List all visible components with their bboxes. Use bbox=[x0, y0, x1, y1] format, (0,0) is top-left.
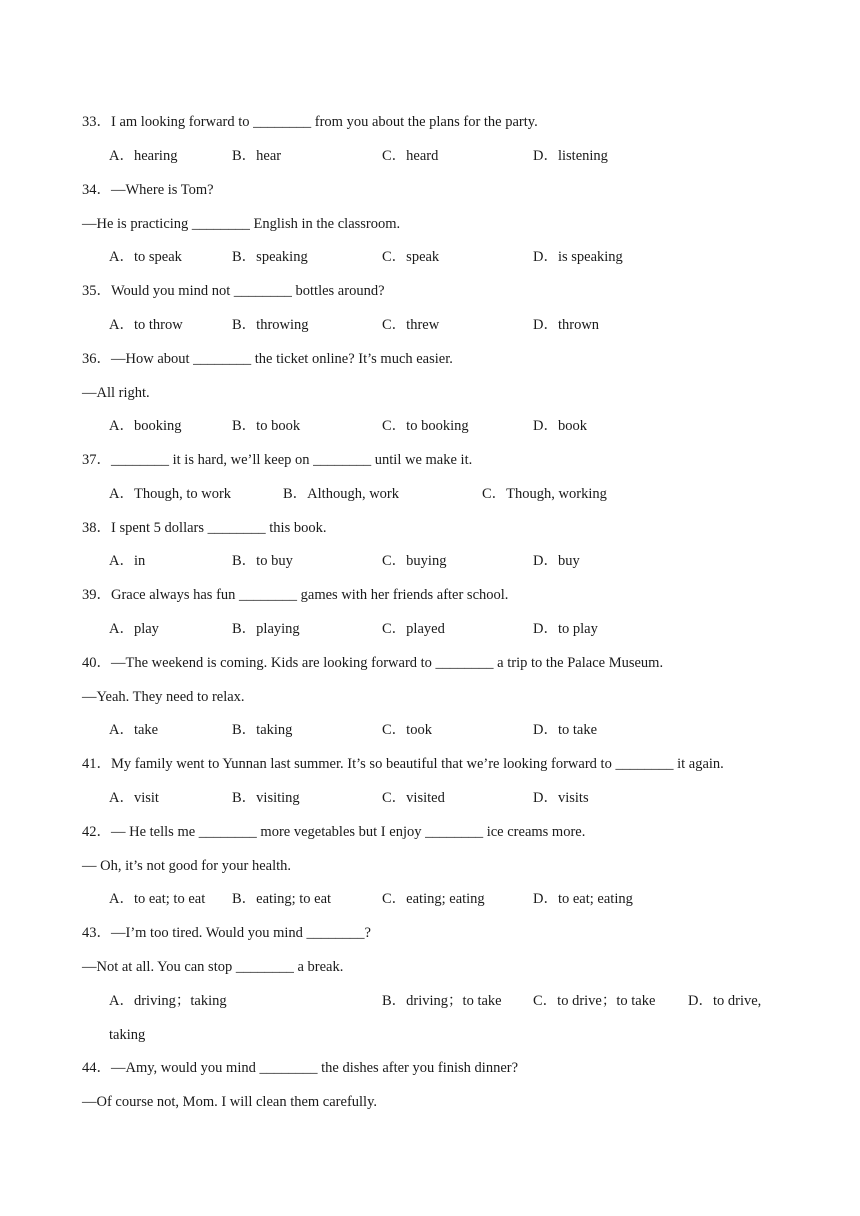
option-b: B．driving；to take bbox=[382, 993, 502, 1009]
option-b: B．taking bbox=[232, 722, 293, 738]
option-b: B．playing bbox=[232, 621, 300, 637]
question-34-reply: —He is practicing ________ English in the classroom. bbox=[82, 216, 401, 232]
option-a: A．hearing bbox=[109, 148, 178, 164]
question-34: 34．—Where is Tom? bbox=[82, 182, 214, 198]
question-43: 43．—I’m too tired. Would you mind ________? bbox=[82, 925, 371, 941]
question-33: 33．I am looking forward to ________ from you about the plans for the party. bbox=[82, 114, 538, 130]
option-a: A．to throw bbox=[109, 317, 183, 333]
option-a: A．to eat; to eat bbox=[109, 891, 206, 907]
question-38: 38．I spent 5 dollars ________ this book. bbox=[82, 520, 327, 536]
question-40-reply: —Yeah. They need to relax. bbox=[82, 689, 245, 705]
question-43-reply: —Not at all. You can stop ________ a break. bbox=[82, 959, 344, 975]
question-37: 37．________ it is hard, we’ll keep on ________ until we make it. bbox=[82, 452, 473, 468]
option-b: B．visiting bbox=[232, 790, 300, 806]
option-a: A．booking bbox=[109, 418, 182, 434]
option-c: C．eating; eating bbox=[382, 891, 485, 907]
option-a: A．in bbox=[109, 553, 146, 569]
option-d: D．visits bbox=[533, 790, 589, 806]
option-d: D．buy bbox=[533, 553, 580, 569]
question-35: 35．Would you mind not ________ bottles around? bbox=[82, 283, 385, 299]
question-39: 39．Grace always has fun ________ games with her friends after school. bbox=[82, 587, 509, 603]
question-36-reply: —All right. bbox=[82, 385, 150, 401]
option-d: D．book bbox=[533, 418, 587, 434]
option-a: A．visit bbox=[109, 790, 159, 806]
option-b: B．throwing bbox=[232, 317, 309, 333]
option-c: C．threw bbox=[382, 317, 440, 333]
option-c: C．to booking bbox=[382, 418, 469, 434]
option-d: D．to play bbox=[533, 621, 598, 637]
option-a: A．to speak bbox=[109, 249, 182, 265]
option-c: C．visited bbox=[382, 790, 445, 806]
option-b: B．eating; to eat bbox=[232, 891, 332, 907]
option-a: A．take bbox=[109, 722, 159, 738]
option-c: C．buying bbox=[382, 553, 447, 569]
question-44-reply: —Of course not, Mom. I will clean them carefully. bbox=[82, 1094, 378, 1110]
option-c: C．took bbox=[382, 722, 432, 738]
question-44: 44．—Amy, would you mind ________ the dishes after you finish dinner? bbox=[82, 1060, 519, 1076]
option-d: D．to take bbox=[533, 722, 598, 738]
option-b: B．hear bbox=[232, 148, 282, 164]
option-a: A．Though, to work bbox=[109, 486, 232, 502]
option-a: A．play bbox=[109, 621, 159, 637]
option-b: B．to buy bbox=[232, 553, 293, 569]
option-c: C．played bbox=[382, 621, 445, 637]
question-42-reply: — Oh, it’s not good for your health. bbox=[82, 858, 292, 874]
option-c: C．speak bbox=[382, 249, 440, 265]
option-d: D．listening bbox=[533, 148, 608, 164]
option-c: C．heard bbox=[382, 148, 439, 164]
option-d: D．to eat; eating bbox=[533, 891, 633, 907]
question-43-option-d-continued: taking bbox=[109, 1027, 146, 1043]
question-40: 40．—The weekend is coming. Kids are looking forward to ________ a trip to the Palace Museum. bbox=[82, 655, 664, 671]
option-d: D．to drive, bbox=[688, 993, 762, 1009]
option-d: D．thrown bbox=[533, 317, 600, 333]
option-b: B．Although, work bbox=[283, 486, 399, 502]
question-36: 36．—How about ________ the ticket online? It’s much easier. bbox=[82, 351, 453, 367]
option-c: C．Though, working bbox=[482, 486, 607, 502]
option-b: B．to book bbox=[232, 418, 301, 434]
question-42: 42．— He tells me ________ more vegetables but I enjoy ________ ice creams more. bbox=[82, 824, 586, 840]
option-c: C．to drive；to take bbox=[533, 993, 656, 1009]
option-a: A．driving；taking bbox=[109, 993, 227, 1009]
option-b: B．speaking bbox=[232, 249, 308, 265]
option-d: D．is speaking bbox=[533, 249, 623, 265]
question-41: 41．My family went to Yunnan last summer. It’s so beautiful that we’re looking forward to ________ it again. bbox=[82, 756, 724, 772]
